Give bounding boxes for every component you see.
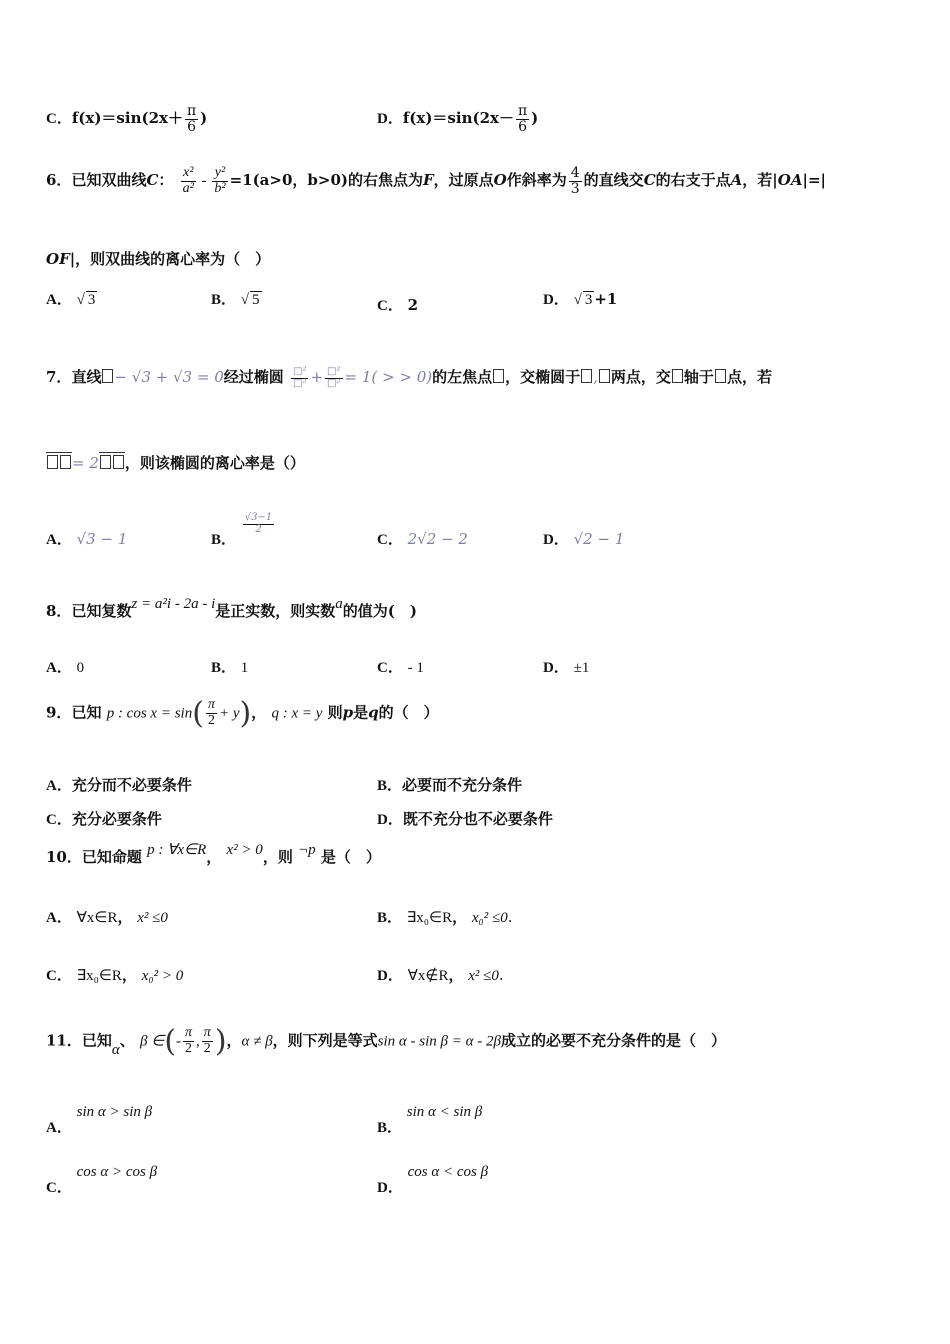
q11-stem: 11．已知α、 β ∈(- $\frac{\pi}{2}$ , $\frac{\pi}{2}$ )，α ≠ β，则下列是等式sin α - sin β = α - 2β成立的必要不充分条件的是（ ）: [46, 1024, 726, 1059]
q9-stem: 9．已知 p : cos x = sin( $\frac{\pi}{2}$ + y)， q : x = y 则p是q的（ ）: [46, 696, 439, 731]
question-number: 7．: [46, 368, 72, 386]
line-equation: − √3 + √3 = 0: [114, 368, 224, 386]
fraction: $\frac{\pi}{6}$: [517, 103, 528, 135]
ellipse-fraction-1: $\frac{\text{□²}}{\text{□²}}$: [293, 366, 307, 389]
fraction: $\frac{√3-1}{2}$: [244, 512, 273, 535]
fraction: $\frac{\pi}{6}$: [186, 103, 197, 135]
q6-option-a: A． √ 3: [46, 292, 96, 308]
q8-option-d: D． ±1: [543, 660, 590, 676]
q6-stem-cont: OF|，则双曲线的离心率为（ ）: [46, 250, 271, 268]
q5-option-c: C．f(x)＝sin(2x＋ $\frac{\pi}{6}$ ): [46, 103, 208, 135]
option-label: D．: [377, 111, 403, 128]
option-label: C．: [46, 111, 72, 128]
q7-option-d: D． √2 − 1: [543, 530, 625, 548]
question-number: 8．: [46, 602, 72, 620]
q9-option-c: C．充分必要条件: [46, 810, 162, 828]
q11-option-c: C． cos α > cos β: [46, 1164, 158, 1196]
vector-1: [46, 452, 72, 472]
question-number: 11．: [46, 1031, 82, 1050]
q10-option-a: A． ∀x∈R， x² ≤0: [46, 908, 168, 926]
q10-option-c: C． ∃x₀∈R， x₀² > 0: [46, 966, 184, 984]
q7-stem: 7．直线 − √3 + √3 = 0经过椭圆 $\frac{\text{□²}}{\text{□²}}$ + $\frac{\text{□²}}{\text{□²}}$ = 1( > > 0)的左焦点 ，交椭圆于 , 两点，交 轴于 点，若: [46, 366, 772, 389]
ellipse-fraction-2: $\frac{\text{□²}}{\text{□²}}$: [327, 366, 341, 389]
vector-2: [99, 452, 125, 472]
q8-option-c: C． - 1: [377, 660, 424, 676]
question-number: 10．: [46, 848, 82, 866]
fraction-slope: $\frac{4}{3}$: [570, 165, 580, 197]
q9-option-a: A．充分而不必要条件: [46, 776, 192, 794]
q10-option-d: D． ∀x∉R， x² ≤0.: [377, 966, 504, 984]
q9-option-d: D．既不充分也不必要条件: [377, 810, 553, 828]
q11-option-d: D． cos α < cos β: [377, 1164, 489, 1196]
q7-option-a: A． √3 − 1: [46, 530, 128, 548]
q5-option-d: D．f(x)＝sin(2x－ $\frac{\pi}{6}$ ): [377, 103, 539, 135]
q8-stem: 8．已知复数z = a²i - 2a - i是正实数，则实数a的值为( ): [46, 596, 417, 620]
q9-option-b: B．必要而不充分条件: [377, 776, 523, 794]
q7-stem-cont: = 2 ，则该椭圆的离心率是（）: [46, 452, 305, 473]
q8-option-a: A． 0: [46, 660, 85, 676]
fraction-y2-b2: $\frac{\text{y²}}{\text{b²}}$: [214, 165, 226, 196]
q6-option-d: D． √ 3 +1: [543, 290, 618, 308]
q6-stem: 6．已知双曲线C： $\frac{\text{x²}}{\text{a²}}$ - $\frac{\text{y²}}{\text{b²}}$ =1(a>0，b>0)的右焦点为F，过原点O作斜率为 $\frac{4}{3}$ 的直线交C的右支于点A，若|OA|=|: [46, 165, 826, 197]
q8-option-b: B． 1: [211, 660, 249, 676]
q10-stem: 10．已知命题 p : ∀x∈R， x² > 0，则 ¬p 是（ ）: [46, 842, 381, 866]
question-number: 9．: [46, 703, 72, 722]
q11-option-a: A． sin α > sin β: [46, 1104, 153, 1136]
q6-option-c: C． 2: [377, 296, 419, 314]
question-number: 6．: [46, 171, 72, 190]
q11-option-b: B． sin α < sin β: [377, 1104, 483, 1136]
q10-option-b: B． ∃x₀∈R， x₀² ≤0.: [377, 908, 513, 926]
q6-option-b: B． √ 5: [211, 292, 260, 308]
q7-option-c: C． 2√2 − 2: [377, 530, 468, 548]
fraction-x2-a2: $\frac{\text{x²}}{\text{a²}}$: [182, 165, 194, 196]
q7-option-b: B． $\frac{√3-1}{2}$: [211, 512, 273, 548]
